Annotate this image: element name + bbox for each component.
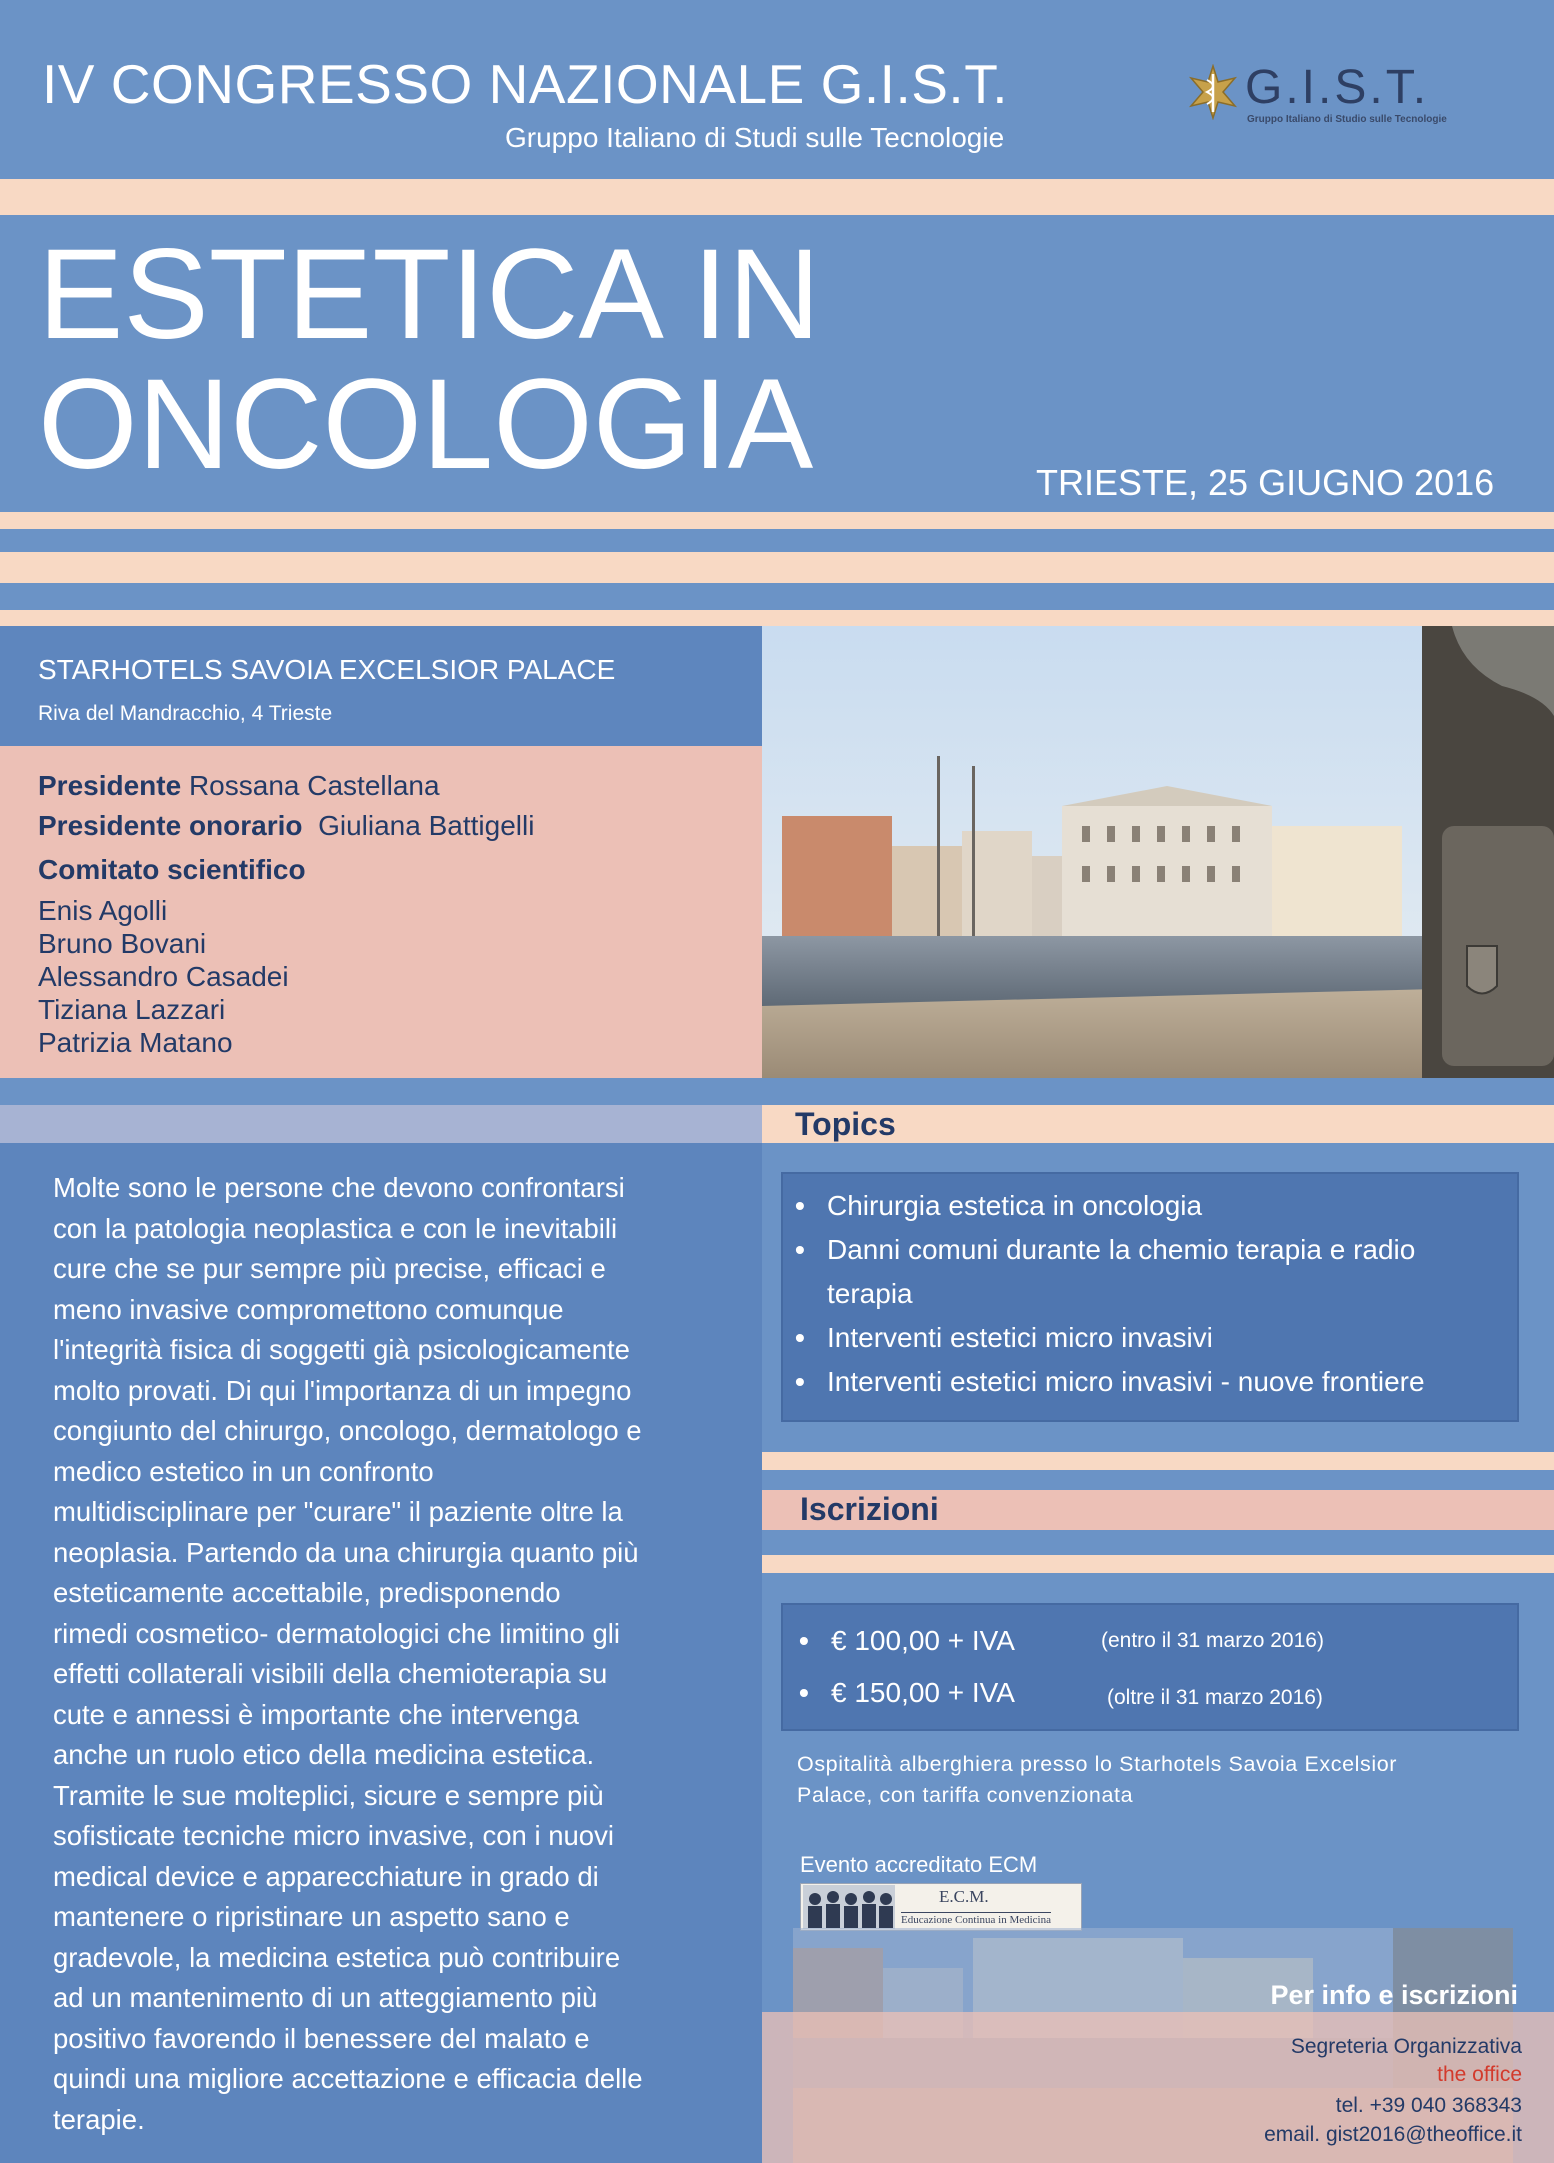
committee-member: Patrizia Matano [38,1027,233,1058]
description-line: neoplasia. Partendo da una chirurgia quanto più [53,1536,639,1568]
fees-box [781,1603,1519,1731]
description-line: medical device e apparecchiature in grado di [53,1860,599,1892]
honorary-row [38,810,534,842]
description-line: esteticamente accettabile, predisponendo [53,1577,561,1608]
description-text [53,1168,643,2140]
topics-heading: Topics [795,1106,896,1142]
topic-item: • Danni comuni durante la chemio terapia e radio [787,1228,1425,1272]
stripe [762,1555,1554,1573]
event-date: TRIESTE, 25 GIUGNO 2016 [1036,462,1495,503]
description-line: anche un ruolo etico della medicina estetica. [53,1739,595,1770]
logo-subtext: Gruppo Italiano di Studio sulle Tecnologie [1247,114,1447,125]
trieste-photo [762,626,1554,1078]
committee-member: Enis Agolli [38,895,168,926]
hotel-line: Palace, con tariffa convenzionata [797,1783,1134,1807]
stripe [0,512,1554,529]
congress-subtitle: Gruppo Italiano di Studi sulle Tecnologie [505,122,1005,153]
contact-phone: tel. +39 040 368343 [1335,2094,1522,2117]
registration-heading: Iscrizioni [800,1491,939,1527]
ecm-label: Evento accreditato ECM [800,1852,1038,1877]
president-label: Presidente [38,770,182,801]
divider-bar [0,1105,762,1143]
description-line: multidisciplinare per "curare" il paziente oltre la [53,1496,623,1527]
stripe [0,179,1554,215]
honorary-label: Presidente onorario [38,810,303,841]
committee-member: Bruno Bovani [38,928,207,959]
contact-email[interactable]: email. gist2016@theoffice.it [1264,2123,1522,2146]
description-line: mantenere o ripristinare un aspetto sano e [53,1901,570,1932]
caduceus-icon [1185,64,1241,120]
description-line: Molte sono le persone che devono confrontarsi [53,1172,625,1203]
description-line: effetti collaterali visibili della chemioterapia su [53,1658,608,1689]
description-line: ad un mantenimento di un atteggiamento più [53,1982,598,2013]
ecm-badge-subtitle: Educazione Continua in Medicina [901,1914,1051,1926]
ecm-badge [800,1883,1082,1931]
stripe [762,1452,1554,1470]
topic-item: • Chirurgia estetica in oncologia [787,1184,1425,1228]
fee-price: € 100,00 + IVA [831,1625,1015,1656]
ecm-badge-title: E.C.M. [939,1887,989,1906]
description-line: con la patologia neoplastica e con le inevitabili [53,1212,618,1244]
contact-org: Segreteria Organizzativa [1290,2035,1522,2058]
venue-name: STARHOTELS SAVOIA EXCELSIOR PALACE [38,654,616,685]
topic-item: • Interventi estetici micro invasivi [787,1316,1425,1360]
trieste-harbor-image [762,626,1554,1078]
description-line: Tramite le sue molteplici, sicure e sempre più [53,1779,604,1811]
scientific-label: Comitato scientifico [38,854,306,885]
honorary-name: Giuliana Battigelli [318,810,535,841]
fee-item [791,1615,1324,1667]
description-line: medico estetico in un confronto [53,1455,434,1487]
description-line: cure che se pur sempre più precise, efficaci e [53,1253,606,1284]
committee-panel [0,746,762,1078]
ecm-people-icon [803,1885,895,1929]
logo-text: G.I.S.T. [1245,61,1430,114]
gist-logo [1185,58,1525,128]
topics-list [787,1184,1425,1404]
description-line: l'integrità fisica di soggetti già psicologicamente [53,1334,630,1365]
description-line: quindi una migliore accettazione e efficacia delle [53,2063,643,2094]
hotel-line: Ospitalità alberghiera presso lo Starhotels Savoia Excelsior [797,1752,1398,1776]
committee-member: Tiziana Lazzari [38,994,226,1025]
congress-title: IV CONGRESSO NAZIONALE G.I.S.T. [42,53,1008,115]
description-line: molto provati. Di qui l'importanza di un impegno [53,1374,632,1406]
contact-heading: Per info e iscrizioni [1270,1980,1518,2010]
contact-company: the office [1437,2063,1522,2086]
fee-price: € 150,00 + IVA [831,1677,1015,1708]
venue-address: Riva del Mandracchio, 4 Trieste [38,702,333,725]
description-line: sofisticate tecniche micro invasive, con i nuovi [53,1820,614,1851]
fee-item [791,1667,1324,1724]
fee-note: (entro il 31 marzo 2016) [1101,1629,1324,1652]
president-name: Rossana Castellana [188,770,440,801]
topic-item-continued: terapia [827,1278,913,1309]
hero-title-line1: ESTETICA IN [38,223,821,366]
members-list [38,894,289,1059]
topic-item: • Interventi estetici micro invasivi - nuove frontiere [787,1360,1425,1404]
topics-box [781,1172,1519,1422]
stripe [0,610,1554,626]
committee-member: Alessandro Casadei [38,961,289,992]
hero-title-line2: ONCOLOGIA [38,353,814,496]
stripe [0,552,1554,583]
description-panel [0,1143,762,2163]
description-line: congiunto del chirurgo, oncologo, dermatologo e [53,1415,642,1446]
description-line: terapie. [53,2103,145,2135]
description-line: rimedi cosmetico- dermatologici che limitino gli [53,1617,620,1649]
description-line: gradevole, la medicina estetica può contribuire [53,1941,621,1973]
description-line: cute e annessi è importante che intervenga [53,1698,579,1730]
venue-panel [0,626,762,746]
description-line: meno invasive compromettono comunque [53,1293,564,1325]
president-row [38,770,440,802]
fees-list [791,1615,1324,1724]
fee-note: (oltre il 31 marzo 2016) [1107,1686,1323,1709]
description-line: positivo favorendo il benessere del malato e [53,2022,590,2054]
